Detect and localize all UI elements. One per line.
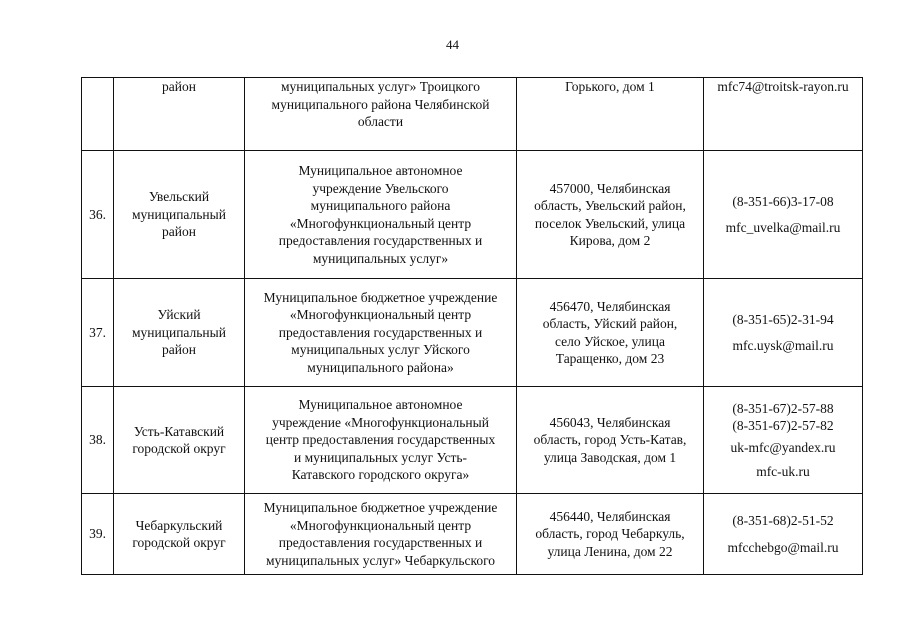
address-line: поселок Увельский, улица — [534, 215, 686, 231]
district-line: Уйский — [157, 307, 201, 323]
table-row — [82, 387, 863, 494]
organization-line: предоставления государственных и — [278, 233, 483, 248]
row-number-cell — [82, 279, 114, 387]
phone-text: (8-351-68)2-51-52 — [732, 513, 834, 528]
district-line: Чебаркульский — [135, 517, 223, 533]
phone-text: (8-351-65)2-31-94 — [732, 311, 834, 327]
address-cell — [517, 387, 704, 494]
district-line: район — [162, 342, 196, 358]
phone-text: (8-351-67)2-57-82 — [732, 418, 834, 433]
organization-cell — [245, 151, 517, 279]
organization-line: муниципальных услуг» Троицкого — [281, 79, 480, 94]
organization-line: Катавского городского округа» — [291, 467, 470, 483]
row-number-cell — [82, 494, 114, 575]
address-line: улица Заводская, дом 1 — [543, 449, 677, 465]
district-line: муниципальный — [132, 206, 226, 222]
organization-line: муниципальных услуг Уйского — [291, 342, 470, 358]
address-line: село Уйское, улица — [555, 333, 665, 349]
organization-line: учреждение «Многофункциональный — [272, 414, 489, 430]
district-line: район — [162, 224, 196, 240]
contact-cell — [704, 78, 863, 151]
address-cell — [517, 494, 704, 575]
organization-cell — [245, 279, 517, 387]
table-row — [82, 151, 863, 279]
address-line: область, Уйский район, — [542, 316, 678, 331]
address-line: область, город Усть-Катав, — [533, 432, 687, 448]
district-line: муниципальный — [132, 324, 226, 340]
district-text: район — [162, 79, 196, 94]
district-cell — [114, 78, 245, 151]
organization-line: области — [357, 114, 404, 129]
contact-cell — [704, 387, 863, 494]
organization-line: предоставления государственных и — [278, 535, 483, 550]
row-number: 36. — [89, 206, 106, 222]
address-line: Таращенко, дом 23 — [555, 351, 665, 366]
table-row — [82, 494, 863, 575]
page-number: 44 — [446, 37, 459, 52]
contact-cell — [704, 279, 863, 387]
address-cell — [517, 279, 704, 387]
row-number: 38. — [89, 432, 106, 448]
address-cell — [517, 151, 704, 279]
mfc-directory-table — [81, 77, 863, 575]
row-number: 39. — [89, 526, 106, 542]
organization-line: Муниципальное автономное — [298, 163, 463, 178]
address-line: улица Ленина, дом 22 — [547, 543, 673, 559]
email-text: mfc74@troitsk-rayon.ru — [717, 79, 849, 94]
organization-line: «Многофункциональный центр — [289, 517, 472, 533]
organization-line: муниципальных услуг» Чебаркульского — [265, 552, 496, 568]
organization-line: центр предоставления государственных — [265, 432, 496, 448]
address-line: 457000, Челябинская — [549, 180, 671, 196]
organization-line: «Многофункциональный центр — [289, 215, 472, 231]
organization-line: муниципального района» — [307, 359, 454, 375]
table-row — [82, 279, 863, 387]
address-line: 456470, Челябинская — [549, 298, 671, 314]
organization-line: Муниципальное бюджетное учреждение — [263, 500, 498, 515]
organization-line: муниципального района Челябинской — [271, 96, 490, 112]
address-line: область, Увельский район, — [534, 198, 686, 213]
organization-line: и муниципальных услуг Усть- — [293, 449, 468, 465]
row-number-cell — [82, 387, 114, 494]
email-text: mfc_uvelka@mail.ru — [725, 220, 841, 235]
organization-line: учреждение Увельского — [312, 180, 449, 196]
address-line: 456043, Челябинская — [549, 414, 671, 430]
organization-cell — [245, 494, 517, 575]
contact-cell — [704, 151, 863, 279]
district-cell — [114, 151, 245, 279]
address-line: Горького, дом 1 — [565, 79, 655, 94]
organization-line: «Многофункциональный центр — [289, 307, 472, 323]
row-number-cell — [82, 151, 114, 279]
address-line: область, город Чебаркуль, — [535, 526, 685, 542]
email-text: mfcchebgo@mail.ru — [727, 539, 839, 555]
district-line: городской округ — [132, 441, 226, 456]
email-text: mfc.uysk@mail.ru — [732, 338, 834, 353]
table-row-continuation — [82, 78, 863, 151]
row-number: 37. — [89, 324, 106, 340]
phone-text: (8-351-67)2-57-88 — [732, 400, 834, 416]
organization-line: Муниципальное автономное — [298, 397, 463, 413]
district-line: Усть-Катавский — [133, 423, 225, 439]
website-text: mfc-uk.ru — [756, 464, 810, 479]
organization-line: предоставления государственных и — [278, 324, 483, 340]
organization-line: Муниципальное бюджетное учреждение — [263, 289, 498, 305]
organization-line: муниципального района — [310, 198, 451, 213]
district-cell — [114, 279, 245, 387]
row-number-cell — [82, 78, 114, 151]
address-line: 456440, Челябинская — [549, 508, 671, 524]
district-cell — [114, 494, 245, 575]
organization-cell — [245, 78, 517, 151]
address-cell — [517, 78, 704, 151]
contact-cell — [704, 494, 863, 575]
district-line: городской округ — [132, 535, 226, 550]
organization-line: муниципальных услуг» — [312, 250, 449, 266]
organization-cell — [245, 387, 517, 494]
phone-text: (8-351-66)3-17-08 — [732, 193, 834, 209]
email-text: uk-mfc@yandex.ru — [730, 439, 836, 455]
district-line: Увельский — [148, 189, 210, 205]
address-line: Кирова, дом 2 — [569, 233, 651, 248]
district-cell — [114, 387, 245, 494]
